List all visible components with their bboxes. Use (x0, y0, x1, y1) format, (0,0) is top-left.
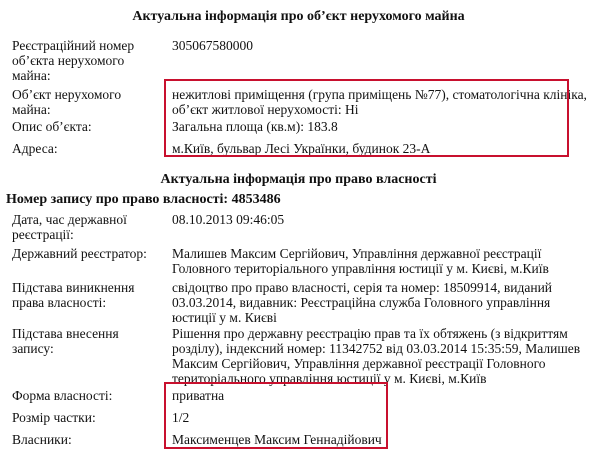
registration-datetime-value: 08.10.2013 09:46:05 (172, 212, 285, 227)
ownership-section-title: Актуальна інформація про право власності (160, 172, 437, 187)
share-size-label: Розмір частки: (12, 410, 96, 425)
object-section-title: Актуальна інформація про об’єкт нерухомого майна (132, 9, 465, 24)
object-registration-number-label: Реєстраційний номер об’єкта нерухомого майна: (12, 38, 135, 83)
owners-value: Максименцев Максим Геннадійович (172, 432, 382, 447)
object-registration-number-value: 305067580000 (172, 38, 253, 53)
registration-datetime-label: Дата, час державної реєстрації: (12, 212, 127, 242)
ownership-form-label: Форма власності: (12, 388, 113, 403)
owners-label: Власники: (12, 432, 72, 447)
ownership-form-value: приватна (172, 388, 225, 403)
share-size-value: 1/2 (172, 410, 190, 425)
ownership-record-number: Номер запису про право власності: 4853486 (6, 192, 281, 207)
state-registrar-label: Державний реєстратор: (12, 246, 147, 261)
entry-basis-value: Рішення про державну реєстрацію прав та їх обтяжень (з відкриттям розділу), індексний номер: 11342752 від 03.03.2014 15:35:59, Малишев Максим Сергійович, Управління державної реєстрації Головного територіального управління юстиції у м. Києві, м.Київ (172, 326, 581, 386)
object-description-label: Опис об’єкта: (12, 119, 92, 134)
object-type-value: нежитлові приміщення (група приміщень №77), стоматологічна клініка, об’єкт житлової нерухомості: Ні (172, 87, 587, 117)
object-address-value: м.Київ, бульвар Лесі Українки, будинок 23-А (172, 141, 431, 156)
object-type-label: Об’єкт нерухомого майна: (12, 87, 122, 117)
ownership-details-highlight (164, 382, 388, 449)
state-registrar-value: Малишев Максим Сергійович, Управління державної реєстрації Головного територіального управління юстиції у м. Києві, м.Київ (172, 246, 549, 276)
entry-basis-label: Підстава внесення запису: (12, 326, 119, 356)
object-description-value: Загальна площа (кв.м): 183.8 (172, 119, 338, 134)
object-address-label: Адреса: (12, 141, 58, 156)
object-details-highlight (164, 79, 569, 157)
ownership-basis-value: свідоцтво про право власності, серія та номер: 18509914, виданий 03.03.2014, видавник: Реєстраційна служба Головного управління юстиції у м. Києві (172, 280, 553, 325)
ownership-basis-label: Підстава виникнення права власності: (12, 280, 135, 310)
